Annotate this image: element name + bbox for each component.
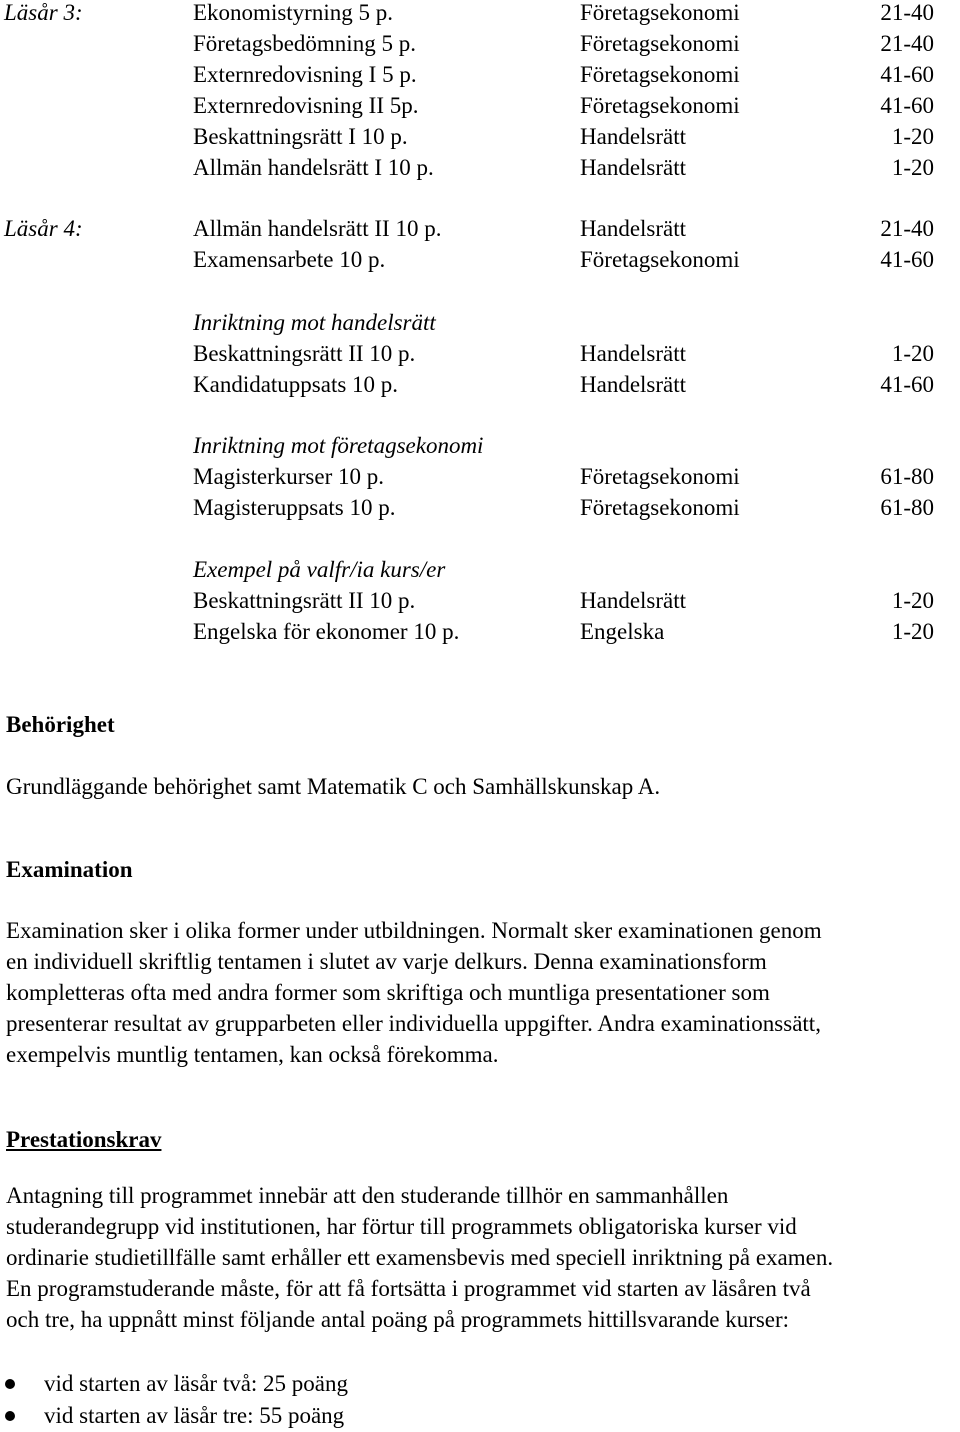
course-row — [0, 152, 960, 183]
course-row — [0, 369, 960, 400]
course-subject: Handelsrätt — [580, 124, 687, 149]
list-item-text: vid starten av läsår två: 25 poäng — [44, 1371, 349, 1396]
course-range: 21-40 — [880, 0, 934, 25]
course-range: 41-60 — [880, 372, 934, 397]
course-range: 21-40 — [880, 216, 934, 241]
paragraph-line: studerandegrupp vid institutionen, har förtur till programmets obligatoriska kurser vid — [6, 1214, 797, 1239]
behorighet-text: Grundläggande behörighet samt Matematik C och Samhällskunskap A. — [6, 774, 661, 799]
section-heading-behorighet: Behörighet — [6, 712, 115, 737]
course-name: Företagsbedömning 5 p. — [193, 31, 416, 56]
course-range: 41-60 — [880, 247, 934, 272]
course-subject: Handelsrätt — [580, 155, 687, 180]
course-name: Examensarbete 10 p. — [193, 247, 386, 272]
course-subject: Företagsekonomi — [580, 0, 740, 25]
course-name: Magisterkurser 10 p. — [193, 464, 384, 489]
paragraph-line: exempelvis muntlig tentamen, kan också förekomma. — [6, 1042, 499, 1067]
course-name: Engelska för ekonomer 10 p. — [193, 619, 460, 644]
course-row — [0, 28, 960, 59]
course-subject: Företagsekonomi — [580, 93, 740, 118]
course-row — [0, 90, 960, 121]
course-subject: Företagsekonomi — [580, 62, 740, 87]
course-range: 1-20 — [891, 341, 934, 366]
course-name: Externredovisning II 5p. — [193, 93, 419, 118]
course-name: Beskattningsrätt II 10 p. — [193, 341, 416, 366]
course-row — [0, 338, 960, 369]
course-subject: Företagsekonomi — [580, 247, 740, 272]
paragraph-line: Antagning till programmet innebär att den studerande tillhör en sammanhållen — [6, 1183, 729, 1208]
course-name: Allmän handelsrätt II 10 p. — [193, 216, 442, 241]
course-range: 61-80 — [880, 495, 934, 520]
course-name: Beskattningsrätt II 10 p. — [193, 588, 416, 613]
course-range: 21-40 — [880, 31, 934, 56]
specialization-heading: Inriktning mot handelsrätt — [193, 310, 436, 335]
course-row — [0, 616, 960, 647]
group-heading-row — [0, 307, 960, 338]
bullet-icon — [5, 1379, 15, 1389]
elective-heading: Exempel på valfr/ia kurs/er — [193, 557, 446, 582]
group-heading-row — [0, 430, 960, 461]
course-row — [0, 59, 960, 90]
course-range: 1-20 — [891, 124, 934, 149]
course-range: 41-60 — [880, 62, 934, 87]
paragraph-line: presenterar resultat av grupparbeten eller individuella uppgifter. Andra examinationssätt, — [6, 1011, 821, 1036]
course-range: 41-60 — [880, 93, 934, 118]
course-subject: Företagsekonomi — [580, 31, 740, 56]
course-name: Ekonomistyrning 5 p. — [193, 0, 393, 25]
paragraph-line: och tre, ha uppnått minst följande antal poäng på programmets hittillsvarande kurser: — [6, 1307, 790, 1332]
course-row — [0, 213, 960, 244]
list-item-text: vid starten av läsår tre: 55 poäng — [44, 1403, 345, 1428]
course-row — [0, 585, 960, 616]
paragraph-line: En programstuderande måste, för att få fortsätta i programmet vid starten av läsåren två — [6, 1276, 811, 1301]
course-subject: Handelsrätt — [580, 341, 687, 366]
course-range: 1-20 — [891, 619, 934, 644]
list-item — [0, 1400, 348, 1432]
section-heading-examination: Examination — [6, 857, 133, 882]
course-row — [0, 121, 960, 152]
group-heading-row — [0, 554, 960, 585]
bullet-icon — [5, 1411, 15, 1421]
prestationskrav-paragraph — [6, 1180, 958, 1335]
course-range: 1-20 — [891, 155, 934, 180]
course-name: Beskattningsrätt I 10 p. — [193, 124, 408, 149]
examination-paragraph — [6, 915, 958, 1070]
course-name: Externredovisning I 5 p. — [193, 62, 417, 87]
specialization-heading: Inriktning mot företagsekonomi — [193, 433, 484, 458]
course-subject: Engelska — [580, 619, 665, 644]
list-item — [0, 1368, 348, 1400]
course-name: Kandidatuppsats 10 p. — [193, 372, 399, 397]
paragraph-line: kompletteras ofta med andra former som skriftiga och muntliga presentationer som — [6, 980, 770, 1005]
course-range: 61-80 — [880, 464, 934, 489]
course-range: 1-20 — [891, 588, 934, 613]
course-subject: Handelsrätt — [580, 216, 687, 241]
section-heading-prestationskrav: Prestationskrav — [6, 1127, 162, 1152]
course-row — [0, 492, 960, 523]
paragraph-line: ordinarie studietillfälle samt erhåller ett examensbevis med speciell inriktning på examen. — [6, 1245, 834, 1270]
course-name: Allmän handelsrätt I 10 p. — [193, 155, 434, 180]
paragraph-line: en individuell skriftlig tentamen i slutet av varje delkurs. Denna examinationsform — [6, 949, 767, 974]
course-row — [0, 0, 960, 28]
course-row — [0, 461, 960, 492]
course-row — [0, 244, 960, 275]
study-year-label: Läsår 4: — [4, 216, 83, 241]
course-subject: Handelsrätt — [580, 588, 687, 613]
study-year-label: Läsår 3: — [4, 0, 83, 25]
course-subject: Handelsrätt — [580, 372, 687, 397]
course-subject: Företagsekonomi — [580, 495, 740, 520]
course-name: Magisteruppsats 10 p. — [193, 495, 396, 520]
paragraph-line: Examination sker i olika former under utbildningen. Normalt sker examinationen genom — [6, 918, 822, 943]
course-subject: Företagsekonomi — [580, 464, 740, 489]
requirements-list — [0, 1368, 348, 1432]
